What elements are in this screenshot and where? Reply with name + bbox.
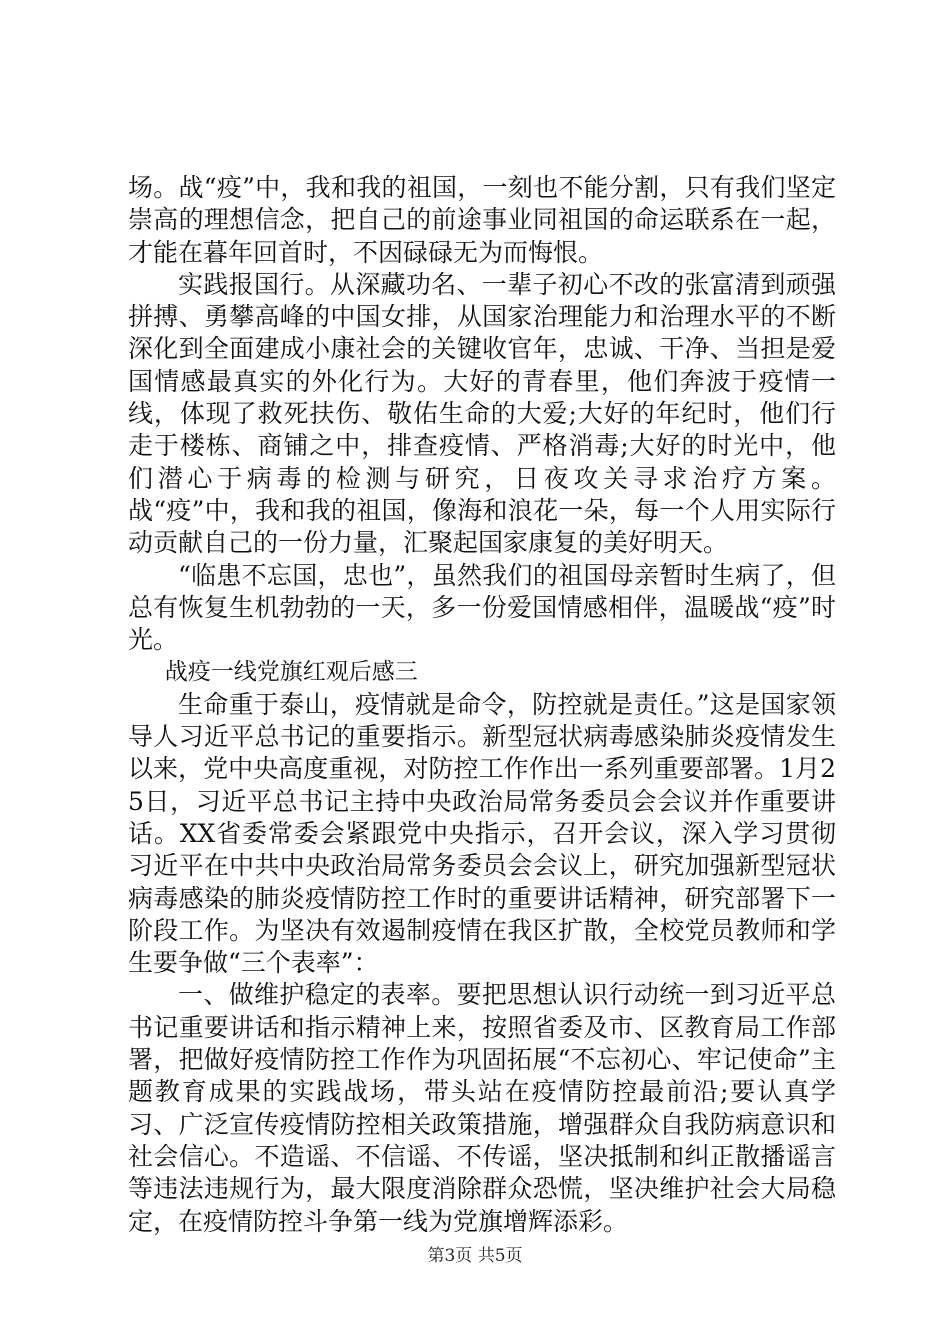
document-body bbox=[128, 172, 836, 1238]
paragraph-directive: 生命重于泰山，疫情就是命令，防控就是责任。”这是国家领导人习近平总书记的重要指示。新型冠状病毒感染肺炎疫情发生以来，党中央高度重视，对防控工作作出一系列重要部署。1月25日，习近平总书记主持中央政治局常务委员会会议并作重要讲话。XX省委常委会紧跟党中央指示，召开会议，深入学习贯彻习近平在中共中央政治局常务委员会会议上，研究加强新型冠状病毒感染的肺炎疫情防控工作时的重要讲话精神，研究部署下一阶段工作。为坚决有效遏制疫情在我区扩散，全校党员教师和学生要争做“三个表率”： bbox=[128, 689, 836, 978]
section-heading: 战疫一线党旗红观后感三 bbox=[164, 659, 418, 686]
paragraph-continuation: 场。战“疫”中，我和我的祖国，一刻也不能分割，只有我们坚定崇高的理想信念，把自己的前途事业同祖国的命运联系在一起，才能在暮年回首时，不因碌碌无为而悔恨。 bbox=[128, 173, 836, 267]
paragraph-practice: 实践报国行。从深藏功名、一辈子初心不改的张富清到顽强拼搏、勇攀高峰的中国女排，从国家治理能力和治理水平的不断深化到全面建成小康社会的关键收官年，忠诚、干净、当担是爱国情感最真实的外化行为。大好的青春里，他们奔波于疫情一线，体现了救死扶伤、敬佑生命的大爱;大好的年纪时，他们行走于楼栋、商铺之中，排查疫情、严格消毒;大好的时光中，他们潜心于病毒的检测与研究，日夜攻关寻求治疗方案。战“疫”中，我和我的祖国，像海和浪花一朵，每一个人用实际行动贡献自己的一份力量，汇聚起国家康复的美好明天。 bbox=[128, 269, 836, 558]
page-footer: 第3页 共5页 bbox=[427, 1246, 523, 1266]
paragraph-point-one: 一、做维护稳定的表率。要把思想认识行动统一到习近平总书记重要讲话和指示精神上来，按照省委及市、区教育局工作部署，把做好疫情防控工作作为巩固拓展“不忘初心、牢记使命”主题教育成果的实践战场，带头站在疫情防控最前沿;要认真学习、广泛宣传疫情防控相关政策措施，增强群众自我防病意识和社会信心。不造谣、不信谣、不传谣，坚决抵制和纠正散播谣言等违法违规行为，最大限度消除群众恐慌，坚决维护社会大局稳定，在疫情防控斗争第一线为党旗增辉添彩。 bbox=[128, 980, 836, 1236]
paragraph-quote: “临患不忘国，忠也”，虽然我们的祖国母亲暂时生病了，但总有恢复生机勃勃的一天，多一份爱国情感相伴，温暖战“疫”时光。 bbox=[128, 560, 836, 655]
